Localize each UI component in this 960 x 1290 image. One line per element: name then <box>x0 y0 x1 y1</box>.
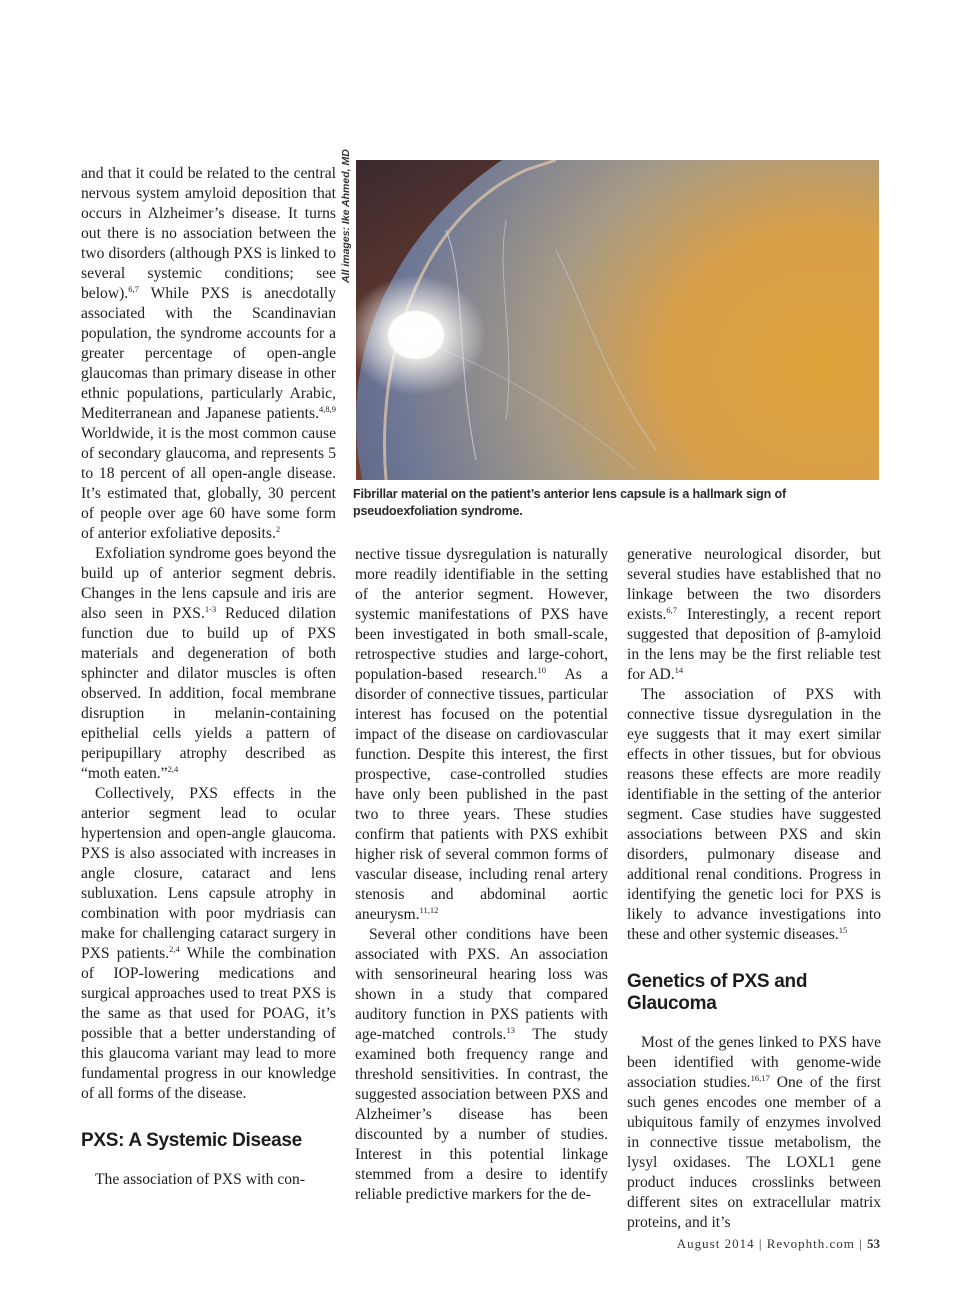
reference-superscript: 6,7 <box>128 284 139 294</box>
reference-superscript: 16,17 <box>750 1073 770 1083</box>
reference-superscript: 11,12 <box>419 905 439 915</box>
section-heading: Genetics of PXS and Glaucoma <box>627 971 808 1014</box>
paragraph: Collectively, PXS effects in the anterior segment lead to ocular hypertension and open-angle glaucoma. PXS is also associated with increases in angle closure, cataract and lens subluxation. Lens capsule atrophy in combination with poor mydriasis can make for challenging cataract surgery in PXS patients.$^{2,4}$ While the combination of IOP-lowering medications and surgical approaches used to treat PXS is the same as that used for POAG, it’s possible that a better understanding of this glaucoma variant may lead to more fundamental progress in our knowledge of all forms of the disease. <box>81 785 336 1102</box>
paragraph: Several other conditions have been associated with PXS. An association with sensorineural hearing loss was shown in a study that compared auditory function in PXS patients with age-matched controls.$^{13}$ The study examined both frequency range and threshold sensitivities. In contrast, the suggested association between PXS and Alzheimer’s disease has been discounted by a number of studies. Interest in this potential linkage stemmed from a desire to identify reliable predictive markers for the de- <box>355 926 608 1203</box>
paragraph: nective tissue dysregulation is naturally more readily identifiable in the setting of the anterior segment. However, systemic manifestations of PXS have been investigated in both small-scale, retrospective studies and large-cohort, population-based research.$^{10}$ As a disorder of connective tissues, particular interest has focused on the potential impact of the disease on cardiovascular function. Despite this interest, the first prospective, case-controlled studies have only been published in the past two to three years. These studies confirm that patients with PXS exhibit higher risk of several common forms of vascular disease, including renal artery stenosis and abdominal aortic aneurysm.$^{11,12}$ <box>355 546 608 923</box>
photo-credit: All images: Ike Ahmed, MD <box>340 149 352 283</box>
reference-superscript: 13 <box>506 1025 515 1035</box>
text-column-2 <box>355 545 608 1205</box>
footer-separator: | <box>859 1236 863 1251</box>
reference-superscript: 4,8,9 <box>319 404 336 414</box>
paragraph: Most of the genes linked to PXS have been identified with genome-wide association studies.$^{16,17}$ One of the first such genes encodes one member of a ubiquitous family of enzymes involved in connective tissue metabolism, the lysyl oxidases. The LOXL1 gene product induces crosslinks between different sites on extracellular matrix proteins, and it’s <box>627 1034 882 1231</box>
figure-caption: Fibrillar material on the patient’s anterior lens capsule is a hallmark sign of pseudoexfoliation syndrome. <box>353 487 786 518</box>
reference-superscript: 2,4 <box>167 764 179 774</box>
section-heading: PXS: A Systemic Disease <box>81 1130 302 1151</box>
reference-superscript: 2,4 <box>169 944 180 954</box>
reference-superscript: 6,7 <box>666 605 678 615</box>
issue-date: August 2014 <box>676 1236 755 1251</box>
reference-superscript: 15 <box>838 925 848 935</box>
paragraph: generative neurological disorder, but several studies have established that no linkage between the two disorders exists.$^{6,7}$ Interestingly, a recent report suggested that deposition of β-amyloid in the lens may be the first reliable test for AD.$^{14}$ <box>627 546 881 683</box>
reference-superscript: 14 <box>674 665 684 675</box>
paragraph: The association of PXS with con- <box>95 1171 306 1188</box>
reference-superscript: 2 <box>275 524 281 534</box>
page-number: 53 <box>867 1236 880 1251</box>
text-column-1 <box>81 164 336 1190</box>
reference-superscript: 10 <box>537 665 547 675</box>
text-column-3 <box>627 545 881 1233</box>
paragraph: and that it could be related to the central nervous system amyloid deposition that occurs in Alzheimer’s disease. It turns out there is no association between the two disorders (although PXS is linked to several systemic conditions; see below).$^{6,7}$ While PXS is anecdotally associated with the Scandinavian population, the syndrome accounts for a greater percentage of open-angle glaucomas than primary disease in other ethnic populations, particularly Arabic, Mediterranean and Japanese patients.$^{4,8,9}$ Worldwide, it is the most common cause of secondary glaucoma, and represents 5 to 18 percent of all open-angle disease. It’s estimated that, globally, 30 percent of people over age 60 have some form of anterior exfoliative deposits.$^2$ <box>81 165 336 542</box>
page-footer <box>600 1236 880 1252</box>
reference-superscript: 1-3 <box>204 604 217 614</box>
paragraph: The association of PXS with connective tissue dysregulation in the eye suggests that it may exert similar effects in other tissues, but for obvious reasons these effects are more readily identifiable in the setting of the anterior segment. Case studies have suggested associations between PXS and skin disorders, pulmonary disease and additional renal conditions. Progress in identifying the genetic loci for PXS is likely to advance investigations into these and other systemic diseases.$^{15}$ <box>627 686 881 943</box>
lens-capsule-image <box>356 160 879 480</box>
footer-separator: | <box>758 1236 763 1251</box>
site-name: Revophth.com <box>766 1236 855 1251</box>
paragraph: Exfoliation syndrome goes beyond the build up of anterior segment debris. Changes in the lens capsule and iris are also seen in PXS.$^{1-3}$ Reduced dilation function due to build up of PXS materials and degeneration of both sphincter and dilator muscles is often observed. In addition, focal membrane disruption in melanin-containing epithelial cells yields a pattern of peripupillary atrophy described as “moth eaten.”$^{2,4}$ <box>81 545 336 782</box>
eye-photo <box>356 160 879 480</box>
